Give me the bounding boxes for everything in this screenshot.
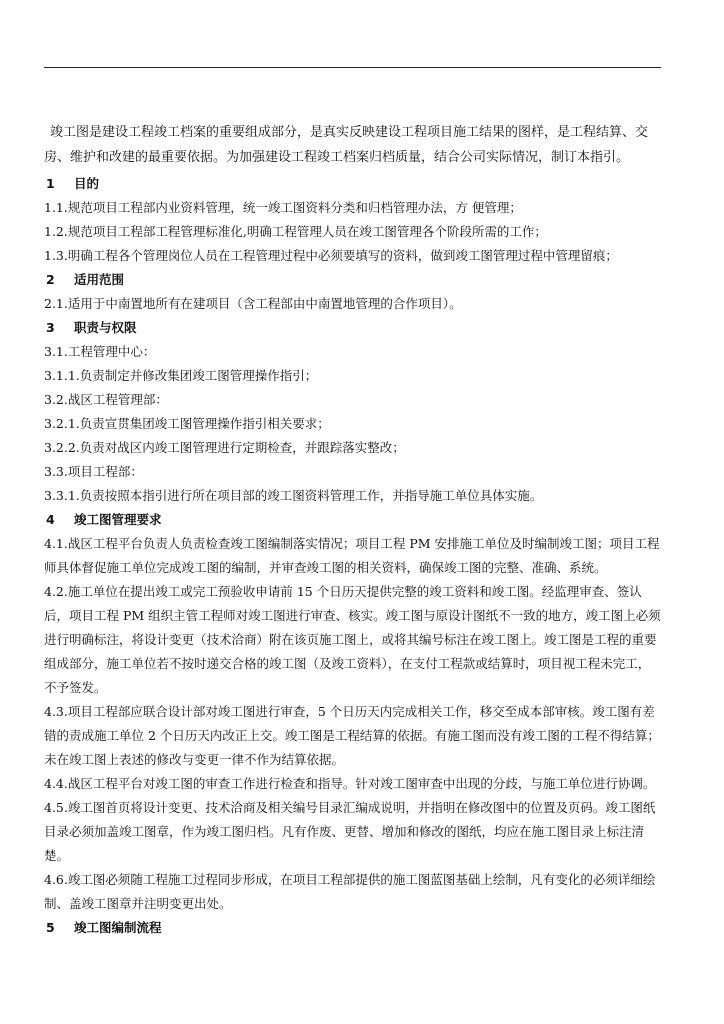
paragraph: 3.2.战区工程管理部： <box>44 392 168 407</box>
section-3 <box>44 316 661 508</box>
paragraph: 3.3.项目工程部： <box>44 464 143 479</box>
section-heading: 3 职责与权限 <box>46 320 137 335</box>
paragraph: 3.1.1.负责制定并修改集团竣工图管理操作指引； <box>44 368 318 383</box>
intro-paragraph: 竣工图是建设工程竣工档案的重要组成部分，是真实反映建设工程项目施工结果的图样，是工程结算、交房、维护和改建的最重要依据。为加强建设工程竣工档案归档质量，结合公司实际情况，制订本指引。 <box>44 125 649 165</box>
header-rule <box>44 67 661 68</box>
paragraph: 3.2.2.负责对战区内竣工图管理进行定期检查，并跟踪落实整改； <box>44 440 405 455</box>
paragraph: 4.6.竣工图必须随工程施工过程同步形成，在项目工程部提供的施工图蓝图基础上绘制，凡有变化的必须详细绘制、盖竣工图章并注明变更出处。 <box>44 872 656 911</box>
section-2 <box>44 268 661 316</box>
section-heading: 5 竣工图编制流程 <box>46 920 162 935</box>
paragraph: 3.2.1.负责宣贯集团竣工图管理操作指引相关要求； <box>44 416 330 431</box>
paragraph: 4.2.施工单位在提出竣工或完工预验收申请前 15 个日历天提供完整的竣工资料和竣工图。经监理审查、签认后，项目工程 PM 组织主管工程师对竣工图进行审查、核实。竣工图与原设计图纸不一致的地方，竣工图上必须进行明确标注，将设计变更（技术洽商）附在该页施工图上，或将其编号标注在竣工图上。竣工图是工程的重要组成部分，施工单位若不按时递交合格的竣工图（及竣工资料），在支付工程款或结算时，项目视工程未完工，不予签发。 <box>44 584 661 695</box>
paragraph: 1.2.规范项目工程部工程管理标准化,明确工程管理人员在竣工图管理各个阶段所需的工作； <box>44 224 547 239</box>
section-heading: 1 目的 <box>46 176 100 191</box>
paragraph: 3.1.工程管理中心： <box>44 344 156 359</box>
paragraph: 3.3.1.负责按照本指引进行所在项目部的竣工图资料管理工作，并指导施工单位具体实施。 <box>44 488 543 503</box>
paragraph: 1.1.规范项目工程部内业资料管理，统一竣工图资料分类和归档管理办法，方 便管理； <box>44 200 522 215</box>
section-1 <box>44 172 661 268</box>
section-heading: 4 竣工图管理要求 <box>46 512 162 527</box>
paragraph: 4.5.竣工图首页将设计变更、技术洽商及相关编号目录汇编成说明，并指明在修改图中的位置及页码。竣工图纸目录必须加盖竣工图章，作为竣工图归档。凡有作废、更替、增加和修改的图纸，均应在施工图目录上标注清楚。 <box>44 800 656 863</box>
paragraph: 4.4.战区工程平台对竣工图的审查工作进行检查和指导。针对竣工图审查中出现的分歧，与施工单位进行协调。 <box>44 776 656 791</box>
section-5 <box>44 916 661 940</box>
document-body <box>44 120 661 940</box>
section-4 <box>44 508 661 916</box>
paragraph: 1.3.明确工程各个管理岗位人员在工程管理过程中必须要填写的资料，做到竣工图管理过程中管理留痕； <box>44 248 618 263</box>
paragraph: 4.3.项目工程部应联合设计部对竣工图进行审查，5 个日历天内完成相关工作，移交至成本部审核。竣工图有差错的责成施工单位 2 个日历天内改正上交。竣工图是工程结算的依据。有施工图而没有竣工图的工程不得结算；未在竣工图上表述的修改与变更一律不作为结算依据。 <box>44 704 660 767</box>
section-heading: 2 适用范围 <box>46 272 125 287</box>
paragraph: 4.1.战区工程平台负责人负责检查竣工图编制落实情况；项目工程 PM 安排施工单位及时编制竣工图；项目工程师具体督促施工单位完成竣工图的编制，并审查竣工图的相关资料，确保竣工图的完整、准确、系统。 <box>44 536 660 575</box>
paragraph: 2.1.适用于中南置地所有在建项目（含工程部由中南置地管理的合作项目）。 <box>44 296 462 311</box>
